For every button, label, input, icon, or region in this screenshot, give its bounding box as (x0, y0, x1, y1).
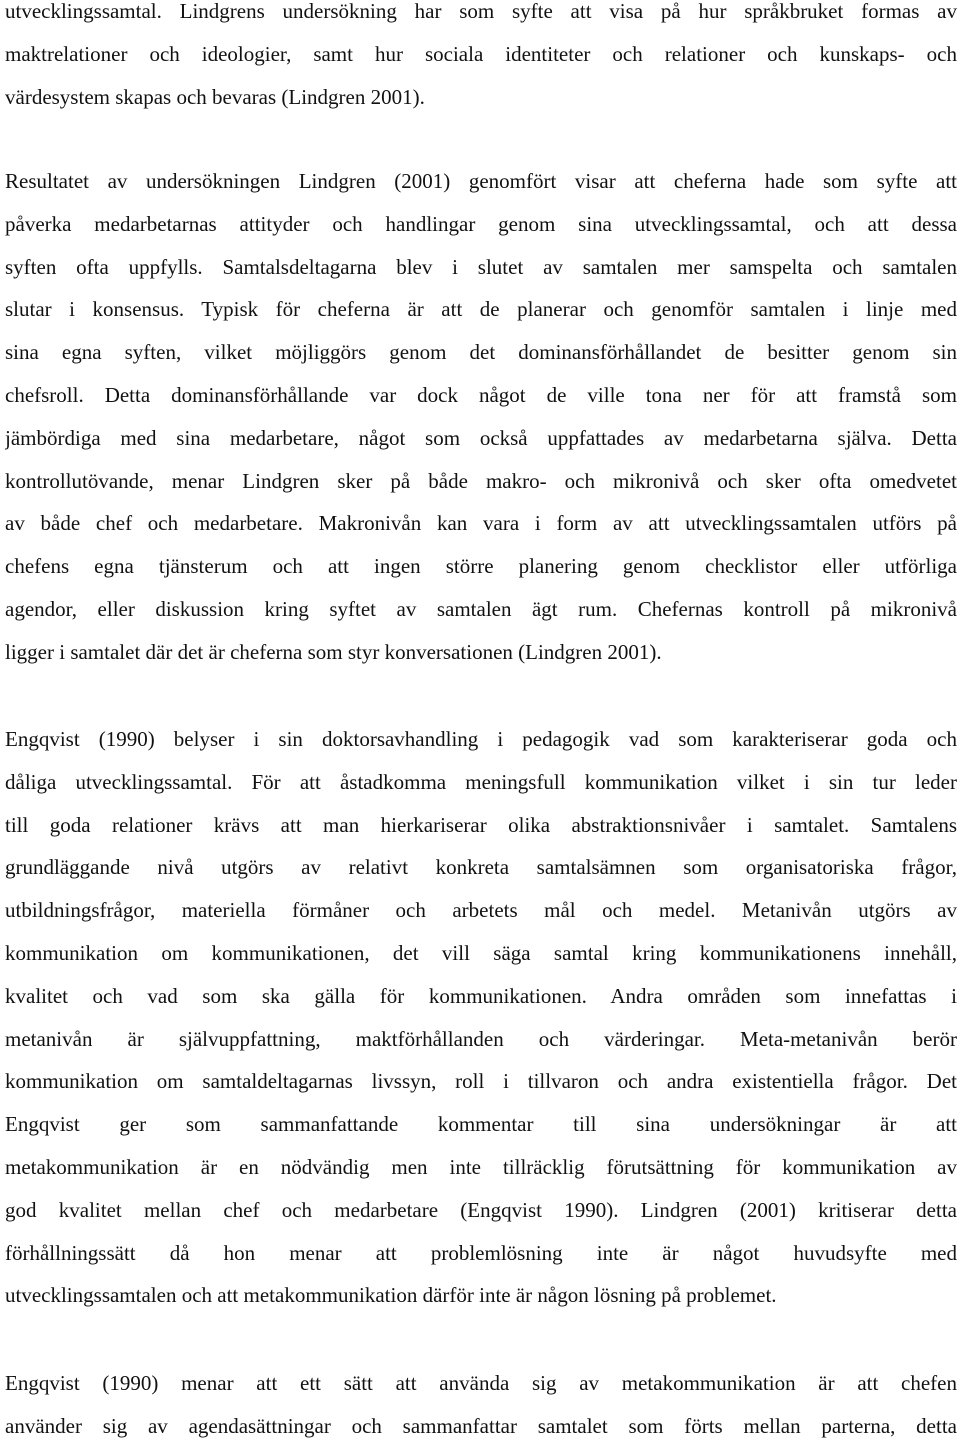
text-line: utvecklingssamtalen och att metakommunikation därför inte är någon lösning på problemet. (5, 1283, 777, 1308)
paragraph-2 (5, 160, 957, 674)
text-line: påverka medarbetarnas attityder och handlingar genom sina utvecklingssamtal, och att dessa (5, 211, 957, 236)
text-line: utvecklingssamtal. Lindgrens undersökning har som syfte att visa på hur språkbruket formas av (5, 0, 957, 23)
paragraph-1 (5, 0, 957, 118)
text-line: jämbördiga med sina medarbetare, något som också uppfattades av medarbetarna själva. Detta (5, 425, 957, 450)
text-line: utbildningsfrågor, materiella förmåner och arbetets mål och medel. Metanivån utgörs av (5, 898, 957, 923)
text-line: kvalitet och vad som ska gälla för kommunikationen. Andra områden som innefattas i (5, 983, 957, 1008)
text-line: kommunikation om kommunikationen, det vill säga samtal kring kommunikationens innehåll, (5, 940, 957, 965)
text-line: chefsroll. Detta dominansförhållande var dock något de ville tona ner för att framstå som (5, 382, 957, 407)
text-line: syften ofta uppfylls. Samtalsdeltagarna blev i slutet av samtalen mer samspelta och samtalen (5, 254, 957, 279)
document-page (5, 0, 957, 1442)
paragraph-3 (5, 718, 957, 1317)
text-line: agendor, eller diskussion kring syftet av samtalen ägt rum. Chefernas kontroll på mikronivå (5, 596, 957, 621)
text-line: värdesystem skapas och bevaras (Lindgren 2001). (5, 84, 425, 109)
text-line: Engqvist (1990) belyser i sin doktorsavhandling i pedagogik vad som karakteriserar goda och (5, 727, 957, 751)
text-line: till goda relationer krävs att man hierkariserar olika abstraktionsnivåer i samtalet. Samtalens (5, 812, 957, 837)
paragraph-4 (5, 1362, 957, 1442)
text-line: Resultatet av undersökningen Lindgren (2001) genomfört visar att cheferna hade som syfte att (5, 169, 957, 193)
text-line: metanivån är självuppfattning, maktförhållanden och värderingar. Meta-metanivån berör (5, 1026, 957, 1051)
text-line: maktrelationer och ideologier, samt hur sociala identiteter och relationer och kunskaps- och (5, 41, 957, 66)
text-line: god kvalitet mellan chef och medarbetare (Engqvist 1990). Lindgren (2001) kritiserar detta (5, 1197, 957, 1222)
text-line: förhållningssätt då hon menar att problemlösning inte är något huvudsyfte med (5, 1240, 957, 1265)
text-line: metakommunikation är en nödvändig men inte tillräcklig förutsättning för kommunikation av (5, 1154, 957, 1179)
text-line: av både chef och medarbetare. Makronivån kan vara i form av att utvecklingssamtalen utförs på (5, 511, 957, 536)
text-line: använder sig av agendasättningar och sammanfattar samtalet som förts mellan parterna, detta (5, 1413, 957, 1438)
text-line: dåliga utvecklingssamtal. För att åstadkomma meningsfull kommunikation vilket i sin tur leder (5, 769, 957, 794)
text-line: Engqvist ger som sammanfattande kommentar till sina undersökningar är att (5, 1112, 957, 1137)
text-line: grundläggande nivå utgörs av relativt konkreta samtalsämnen som organisatoriska frågor, (5, 855, 957, 880)
text-line: kommunikation om samtaldeltagarnas livssyn, roll i tillvaron och andra existentiella frågor. Det (5, 1069, 957, 1094)
text-line: Engqvist (1990) menar att ett sätt att använda sig av metakommunikation är att chefen (5, 1371, 957, 1395)
text-line: slutar i konsensus. Typisk för cheferna är att de planerar och genomför samtalen i linje med (5, 297, 957, 322)
text-line: ligger i samtalet där det är cheferna som styr konversationen (Lindgren 2001). (5, 639, 662, 664)
text-line: chefens egna tjänsterum och att ingen större planering genom checklistor eller utförliga (5, 554, 957, 579)
text-line: sina egna syften, vilket möjliggörs genom det dominansförhållandet de besitter genom sin (5, 340, 957, 365)
text-line: kontrollutövande, menar Lindgren sker på både makro- och mikronivå och sker ofta omedvetet (5, 468, 957, 493)
